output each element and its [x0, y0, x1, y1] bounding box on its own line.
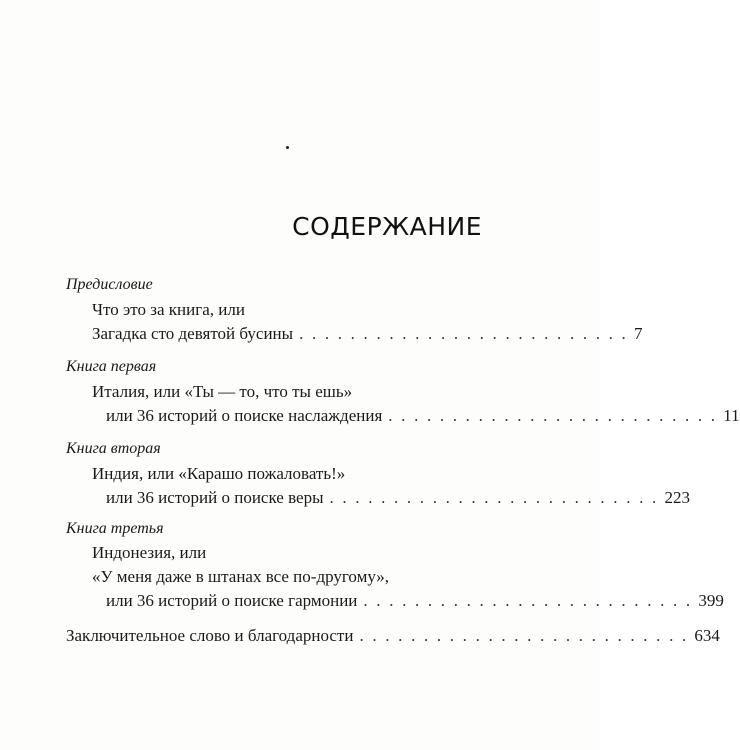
toc-entry-book-three[interactable]: [106, 591, 724, 611]
page-number: 399: [698, 591, 724, 610]
ink-speck: [286, 146, 289, 149]
toc-line: Италия, или «Ты — то, что ты ешь»: [92, 382, 353, 401]
page-title: СОДЕРЖАНИЕ: [292, 212, 482, 241]
toc-entry-preface[interactable]: [92, 324, 643, 344]
leader-dots: . . . . . . . . . . . . . . . . . . . . . . . . . .: [329, 488, 659, 507]
toc-entry-text: Заключительное слово и благодарности: [66, 626, 354, 645]
toc-line: Индонезия, или: [92, 543, 207, 562]
toc-entry-book-one[interactable]: [106, 406, 740, 426]
page-number: 634: [694, 626, 720, 645]
leader-dots: . . . . . . . . . . . . . . . . . . . . . . . . . .: [299, 324, 629, 343]
section-heading-book-three: Книга третья: [66, 520, 164, 537]
toc-entry-text: или 36 историй о поиске наслаждения: [106, 406, 383, 425]
toc-line: «У меня даже в штанах все по-другому»,: [92, 567, 390, 586]
leader-dots: . . . . . . . . . . . . . . . . . . . . . . . . . .: [388, 406, 718, 425]
toc-line: Что это за книга, или: [92, 300, 245, 319]
leader-dots: . . . . . . . . . . . . . . . . . . . . . . . . . .: [359, 626, 689, 645]
section-heading-preface: Предисловие: [66, 276, 153, 293]
toc-entry-text: или 36 историй о поиске гармонии: [106, 591, 358, 610]
section-heading-book-one: Книга первая: [66, 358, 157, 375]
page-number: 223: [664, 488, 690, 507]
page-number: 7: [634, 324, 643, 343]
toc-entry-text: Загадка сто девятой бусины: [92, 324, 294, 343]
toc-line: Индия, или «Карашо пожаловать!»: [92, 464, 346, 483]
section-heading-book-two: Книга вторая: [66, 440, 161, 457]
toc-entry-text: или 36 историй о поиске веры: [106, 488, 324, 507]
leader-dots: . . . . . . . . . . . . . . . . . . . . . . . . . .: [363, 591, 693, 610]
toc-entry-closing[interactable]: [66, 626, 720, 646]
page-number: 11: [723, 406, 740, 425]
toc-entry-book-two[interactable]: [106, 488, 690, 508]
